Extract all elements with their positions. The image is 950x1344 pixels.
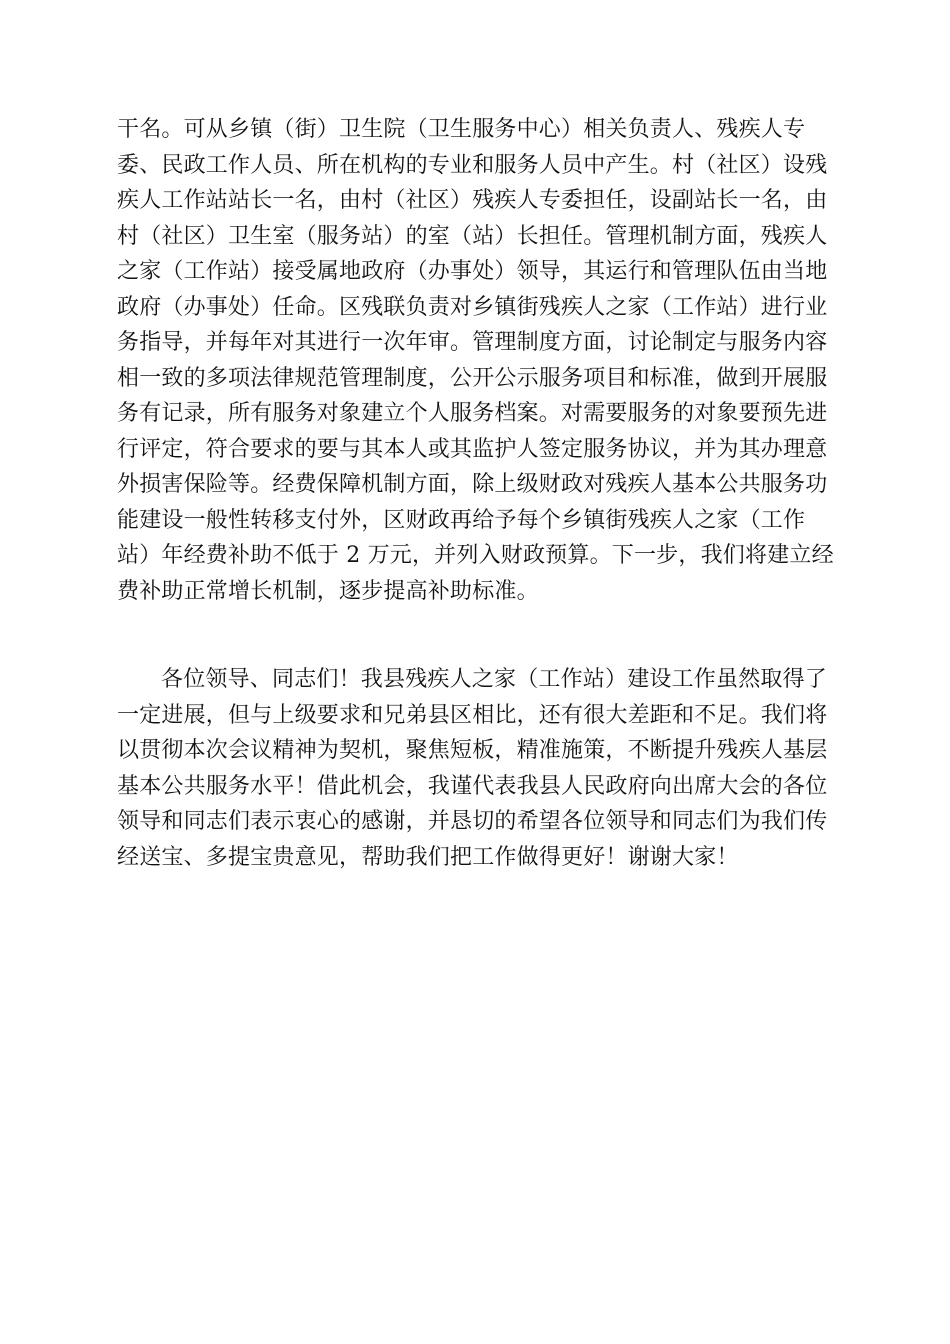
text-line: 以贯彻本次会议精神为契机，聚焦短板，精准施策，不断提升残疾人基层 [117,738,828,763]
text-line: 政府（办事处）任命。区残联负责对乡镇街残疾人之家（工作站）进行业 [117,294,828,320]
text-line: 站）年经费补助不低于 2 万元，并列入财政预算。下一步，我们将建立经 [117,543,834,568]
text-line: 费补助正常增长机制，逐步提高补助标准。 [117,578,539,604]
text-line: 外损害保险等。经费保障机制方面，除上级财政对残疾人基本公共服务功 [117,472,828,497]
text-line: 领导和同志们表示衷心的感谢，并恳切的希望各位领导和同志们为我们传 [117,809,828,834]
text-line: 之家（工作站）接受属地政府（办事处）领导，其运行和管理队伍由当地 [117,259,828,284]
paragraph-staffing-and-management [117,112,837,609]
text-line: 务指导，并每年对其进行一次年审。管理制度方面，讨论制定与服务内容 [117,330,828,355]
text-line: 疾人工作站站长一名，由村（社区）残疾人专委担任，设副站长一名，由 [117,188,828,213]
text-line: 各位领导、同志们！我县残疾人之家（工作站）建设工作虽然取得了 [161,667,828,692]
paragraph-closing-remarks [117,662,837,875]
text-line: 务有记录，所有服务对象建立个人服务档案。对需要服务的对象要预先进 [117,401,828,426]
text-line: 相一致的多项法律规范管理制度，公开公示服务项目和标准，做到开展服 [117,365,828,391]
text-line: 能建设一般性转移支付外，区财政再给予每个乡镇街残疾人之家（工作 [117,507,806,533]
text-line: 经送宝、多提宝贵意见，帮助我们把工作做得更好！谢谢大家！ [117,844,739,870]
text-line: 行评定，符合要求的要与其本人或其监护人签定服务协议，并为其办理意 [117,436,828,462]
text-line: 委、民政工作人员、所在机构的专业和服务人员中产生。村（社区）设残 [117,152,828,178]
text-line: 一定进展，但与上级要求和兄弟县区相比，还有很大差距和不足。我们将 [117,702,828,728]
text-line: 村（社区）卫生室（服务站）的室（站）长担任。管理机制方面，残疾人 [117,223,828,249]
text-line: 干名。可从乡镇（街）卫生院（卫生服务中心）相关负责人、残疾人专 [117,117,806,142]
text-line: 基本公共服务水平！借此机会，我谨代表我县人民政府向出席大会的各位 [117,773,828,799]
